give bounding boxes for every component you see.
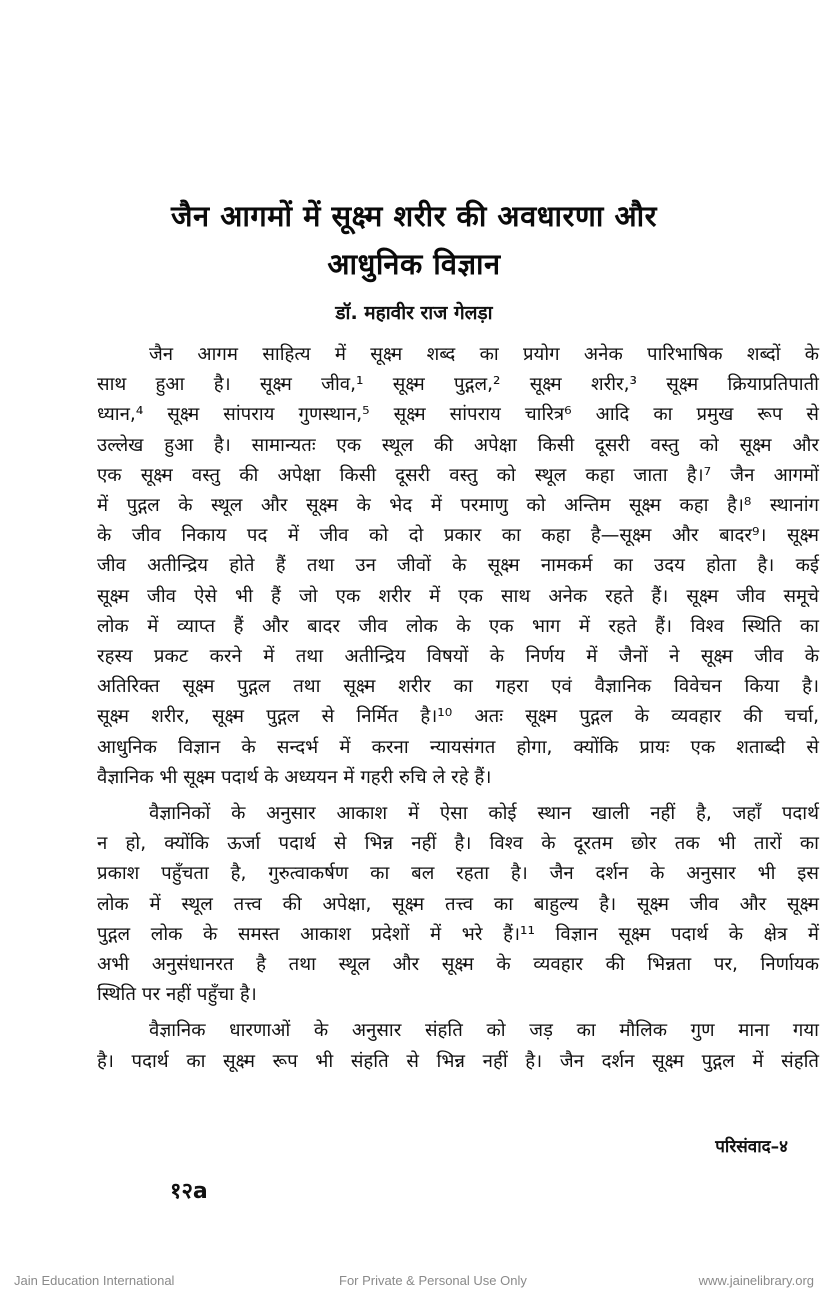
article-title-line-2: आधुनिक विज्ञान xyxy=(327,247,501,281)
text-line: सूक्ष्म शरीर, सूक्ष्म पुद्गल से निर्मित है।¹⁰ अतः सूक्ष्म पुद्गल के व्यवहार की चर्चा, xyxy=(97,706,819,728)
text-line: है। पदार्थ का सूक्ष्म रूप भी संहति से भिन्न नहीं है। जैन दर्शन सूक्ष्म पुद्गल में संहति xyxy=(97,1050,819,1072)
text-line: पुद्गल लोक के समस्त आकाश प्रदेशों में भरे हैं।¹¹ विज्ञान सूक्ष्म पदार्थ के क्षेत्र में xyxy=(97,923,819,945)
section-reference: परिसंवाद–४ xyxy=(715,1137,788,1157)
text-line: रहस्य प्रकट करने में तथा अतीन्द्रिय विषयों के निर्णय में जैनों ने सूक्ष्म जीव के xyxy=(97,646,819,668)
footer-publisher: Jain Education International xyxy=(14,1273,175,1288)
text-line: साथ हुआ है। सूक्ष्म जीव,¹ सूक्ष्म पुद्गल,² सूक्ष्म शरीर,³ सूक्ष्म क्रियाप्रतिपाती xyxy=(97,374,819,396)
text-line: ध्यान,⁴ सूक्ष्म सांपराय गुणस्थान,⁵ सूक्ष्म सांपराय चारित्र⁶ आदि का प्रमुख रूप से xyxy=(97,404,819,426)
text-line: लोक में स्थूल तत्त्व की अपेक्षा, सूक्ष्म तत्त्व का बाहुल्य है। सूक्ष्म जीव और सूक्ष्म xyxy=(97,893,819,915)
text-line: वैज्ञानिकों के अनुसार आकाश में ऐसा कोई स्थान खाली नहीं है, जहाँ पदार्थ xyxy=(149,803,819,825)
text-line: आधुनिक विज्ञान के सन्दर्भ में करना न्यायसंगत होगा, क्योंकि प्रायः एक शताब्दी से xyxy=(97,736,819,758)
text-line: वैज्ञानिक भी सूक्ष्म पदार्थ के अध्ययन में गहरी रुचि ले रहे हैं। xyxy=(97,766,492,788)
page-number: १२a xyxy=(170,1179,208,1204)
text-line: प्रकाश पहुँचता है, गुरुत्वाकर्षण का बल रहता है। जैन दर्शन के अनुसार भी इस xyxy=(97,863,819,885)
text-line: अतिरिक्त सूक्ष्म पुद्गल तथा सूक्ष्म शरीर का गहरा एवं वैज्ञानिक विवेचन किया है। xyxy=(97,676,819,698)
text-line: जैन आगम साहित्य में सूक्ष्म शब्द का प्रयोग अनेक पारिभाषिक शब्दों के xyxy=(149,344,819,365)
text-line: लोक में व्याप्त हैं और बादर जीव लोक के एक भाग में रहते हैं। विश्व स्थिति का xyxy=(97,615,819,637)
footer-usage-notice: For Private & Personal Use Only xyxy=(339,1273,527,1288)
text-line: उल्लेख हुआ है। सामान्यतः एक स्थूल की अपेक्षा किसी दूसरी वस्तु को सूक्ष्म और xyxy=(97,434,819,456)
text-line: एक सूक्ष्म वस्तु की अपेक्षा किसी दूसरी वस्तु को स्थूल कहा जाता है।⁷ जैन आगमों xyxy=(97,464,819,486)
paragraph-1 xyxy=(97,340,819,793)
footer-website-link[interactable]: www.jainelibrary.org xyxy=(698,1273,814,1288)
text-line: अभी अनुसंधानरत है तथा स्थूल और सूक्ष्म के व्यवहार की भिन्नता पर, निर्णायक xyxy=(97,954,819,976)
paragraph-3 xyxy=(97,1016,819,1076)
text-line: के जीव निकाय पद में जीव को दो प्रकार का कहा है—सूक्ष्म और बादर⁹। सूक्ष्म xyxy=(97,525,819,547)
text-line: स्थिति पर नहीं पहुँचा है। xyxy=(97,984,257,1006)
author-name: डॉ. महावीर राज गेलड़ा xyxy=(335,302,493,324)
text-line: जीव अतीन्द्रिय होते हैं तथा उन जीवों के सूक्ष्म नामकर्म का उदय होता है। कई xyxy=(97,555,819,577)
text-line: वैज्ञानिक धारणाओं के अनुसार संहति को जड़ का मौलिक गुण माना गया xyxy=(149,1020,819,1042)
text-line: सूक्ष्म जीव ऐसे भी हैं जो एक शरीर में एक साथ अनेक रहते हैं। सूक्ष्म जीव समूचे xyxy=(97,585,819,607)
article-title-line-1: जैन आगमों में सूक्ष्म शरीर की अवधारणा और xyxy=(170,199,658,233)
text-line: में पुद्गल के स्थूल और सूक्ष्म के भेद में परमाणु को अन्तिम सूक्ष्म कहा है।⁸ स्थानांग xyxy=(97,495,819,517)
article-body xyxy=(97,340,819,1077)
text-line: न हो, क्योंकि ऊर्जा पदार्थ से भिन्न नहीं है। विश्व के दूरतम छोर तक भी तारों का xyxy=(97,833,819,855)
paragraph-2 xyxy=(97,799,819,1010)
